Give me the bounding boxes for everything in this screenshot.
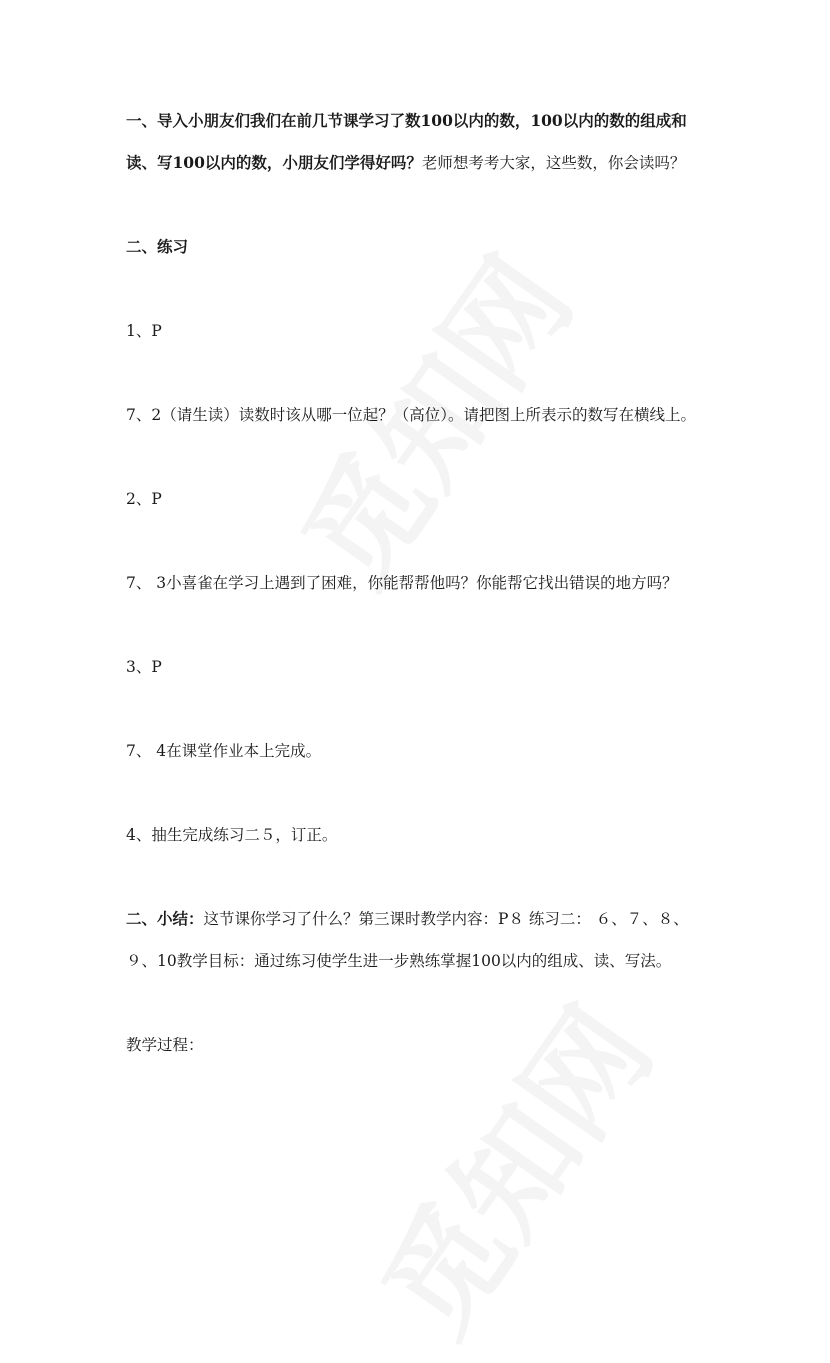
list-item: 1、P <box>126 322 162 340</box>
list-item: 3、P <box>126 658 162 676</box>
list-item: 7、2（请生读）读数时该从哪一位起？（高位）。请把图上所表示的数写在横线上。 <box>126 406 696 424</box>
list-item: 7、 4在课堂作业本上完成。 <box>126 742 322 760</box>
document-body <box>126 100 706 1108</box>
list-item: 7、 3小喜雀在学习上遇到了困难，你能帮帮他吗？你能帮它找出错误的地方吗？ <box>126 574 678 592</box>
intro-heading: 一、导入小朋友们我们在前几节课学习了数100以内的数，100以内的数的组成和读、写100以内的数，小朋友们学得好吗？ <box>126 111 687 172</box>
summary-heading: 二、小结： <box>126 909 204 928</box>
list-item: 2、P <box>126 490 162 508</box>
intro-paragraph <box>126 100 706 184</box>
process-heading: 教学过程： <box>126 1036 204 1054</box>
practice-heading: 二、练习 <box>126 237 189 256</box>
list-item: 4、抽生完成练习二５，订正。 <box>126 826 338 844</box>
summary-paragraph <box>126 898 706 982</box>
intro-text: 老师想考考大家，这些数，你会读吗？ <box>421 154 686 172</box>
summary-text: 这节课你学习了什么？第三课时教学内容：P８ 练习二： ６、７、８、９、10教学目标：通过练习使学生进一步熟练掌握100以内的组成、读、写法。 <box>126 910 689 970</box>
